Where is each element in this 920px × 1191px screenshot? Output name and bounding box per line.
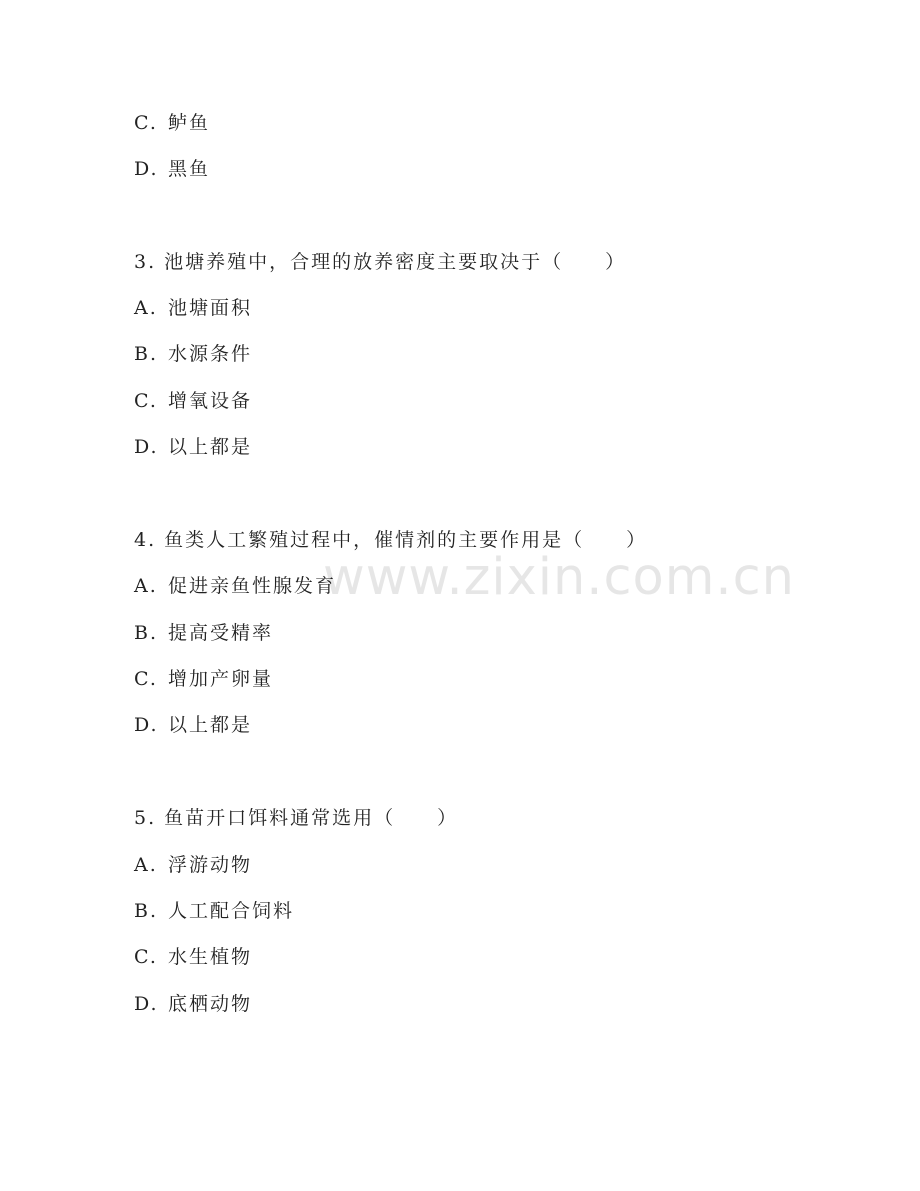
option-label: D. xyxy=(134,714,159,736)
question-3-stem: 3. 池塘养殖中，合理的放养密度主要取决于（ ） xyxy=(134,251,627,273)
option-5a xyxy=(134,851,252,879)
option-label: A. xyxy=(134,854,158,876)
option-text: 池塘面积 xyxy=(168,297,253,319)
option-4b xyxy=(134,619,273,647)
option-label: C. xyxy=(134,390,158,412)
option-text: 浮游动物 xyxy=(168,854,253,876)
option-label: C. xyxy=(134,668,158,690)
option-text: 黑鱼 xyxy=(168,158,211,180)
option-text: 增氧设备 xyxy=(168,390,253,412)
option-text: 以上都是 xyxy=(168,436,253,458)
option-5b xyxy=(134,897,294,925)
question-4-stem: 4. 鱼类人工繁殖过程中，催情剂的主要作用是（ ） xyxy=(134,529,648,551)
question-5-stem: 5. 鱼苗开口饵料通常选用（ ） xyxy=(134,807,459,829)
option-5c xyxy=(134,943,252,971)
option-4c xyxy=(134,665,273,693)
option-label: C. xyxy=(134,112,158,134)
watermark-text: www.zixin.com.cn xyxy=(323,548,795,607)
option-2d xyxy=(134,155,210,183)
option-label: B. xyxy=(134,343,159,365)
option-text: 提高受精率 xyxy=(168,622,274,644)
option-label: C. xyxy=(134,946,158,968)
option-text: 促进亲鱼性腺发育 xyxy=(168,575,337,597)
option-text: 人工配合饲料 xyxy=(168,900,295,922)
option-4a xyxy=(134,572,336,600)
option-3b xyxy=(134,340,252,368)
option-label: B. xyxy=(134,900,159,922)
option-text: 底栖动物 xyxy=(168,993,253,1015)
option-text: 水生植物 xyxy=(168,946,253,968)
option-2c xyxy=(134,109,210,137)
option-text: 水源条件 xyxy=(168,343,253,365)
option-label: D. xyxy=(134,436,159,458)
option-label: B. xyxy=(134,622,159,644)
option-text: 鲈鱼 xyxy=(168,112,211,134)
option-label: A. xyxy=(134,297,158,319)
option-label: D. xyxy=(134,158,159,180)
option-label: D. xyxy=(134,993,159,1015)
option-5d xyxy=(134,990,252,1018)
option-3c xyxy=(134,387,252,415)
option-4d xyxy=(134,711,252,739)
option-label: A. xyxy=(134,575,158,597)
option-3d xyxy=(134,433,252,461)
option-text: 以上都是 xyxy=(168,714,253,736)
option-text: 增加产卵量 xyxy=(168,668,274,690)
option-3a xyxy=(134,294,252,322)
